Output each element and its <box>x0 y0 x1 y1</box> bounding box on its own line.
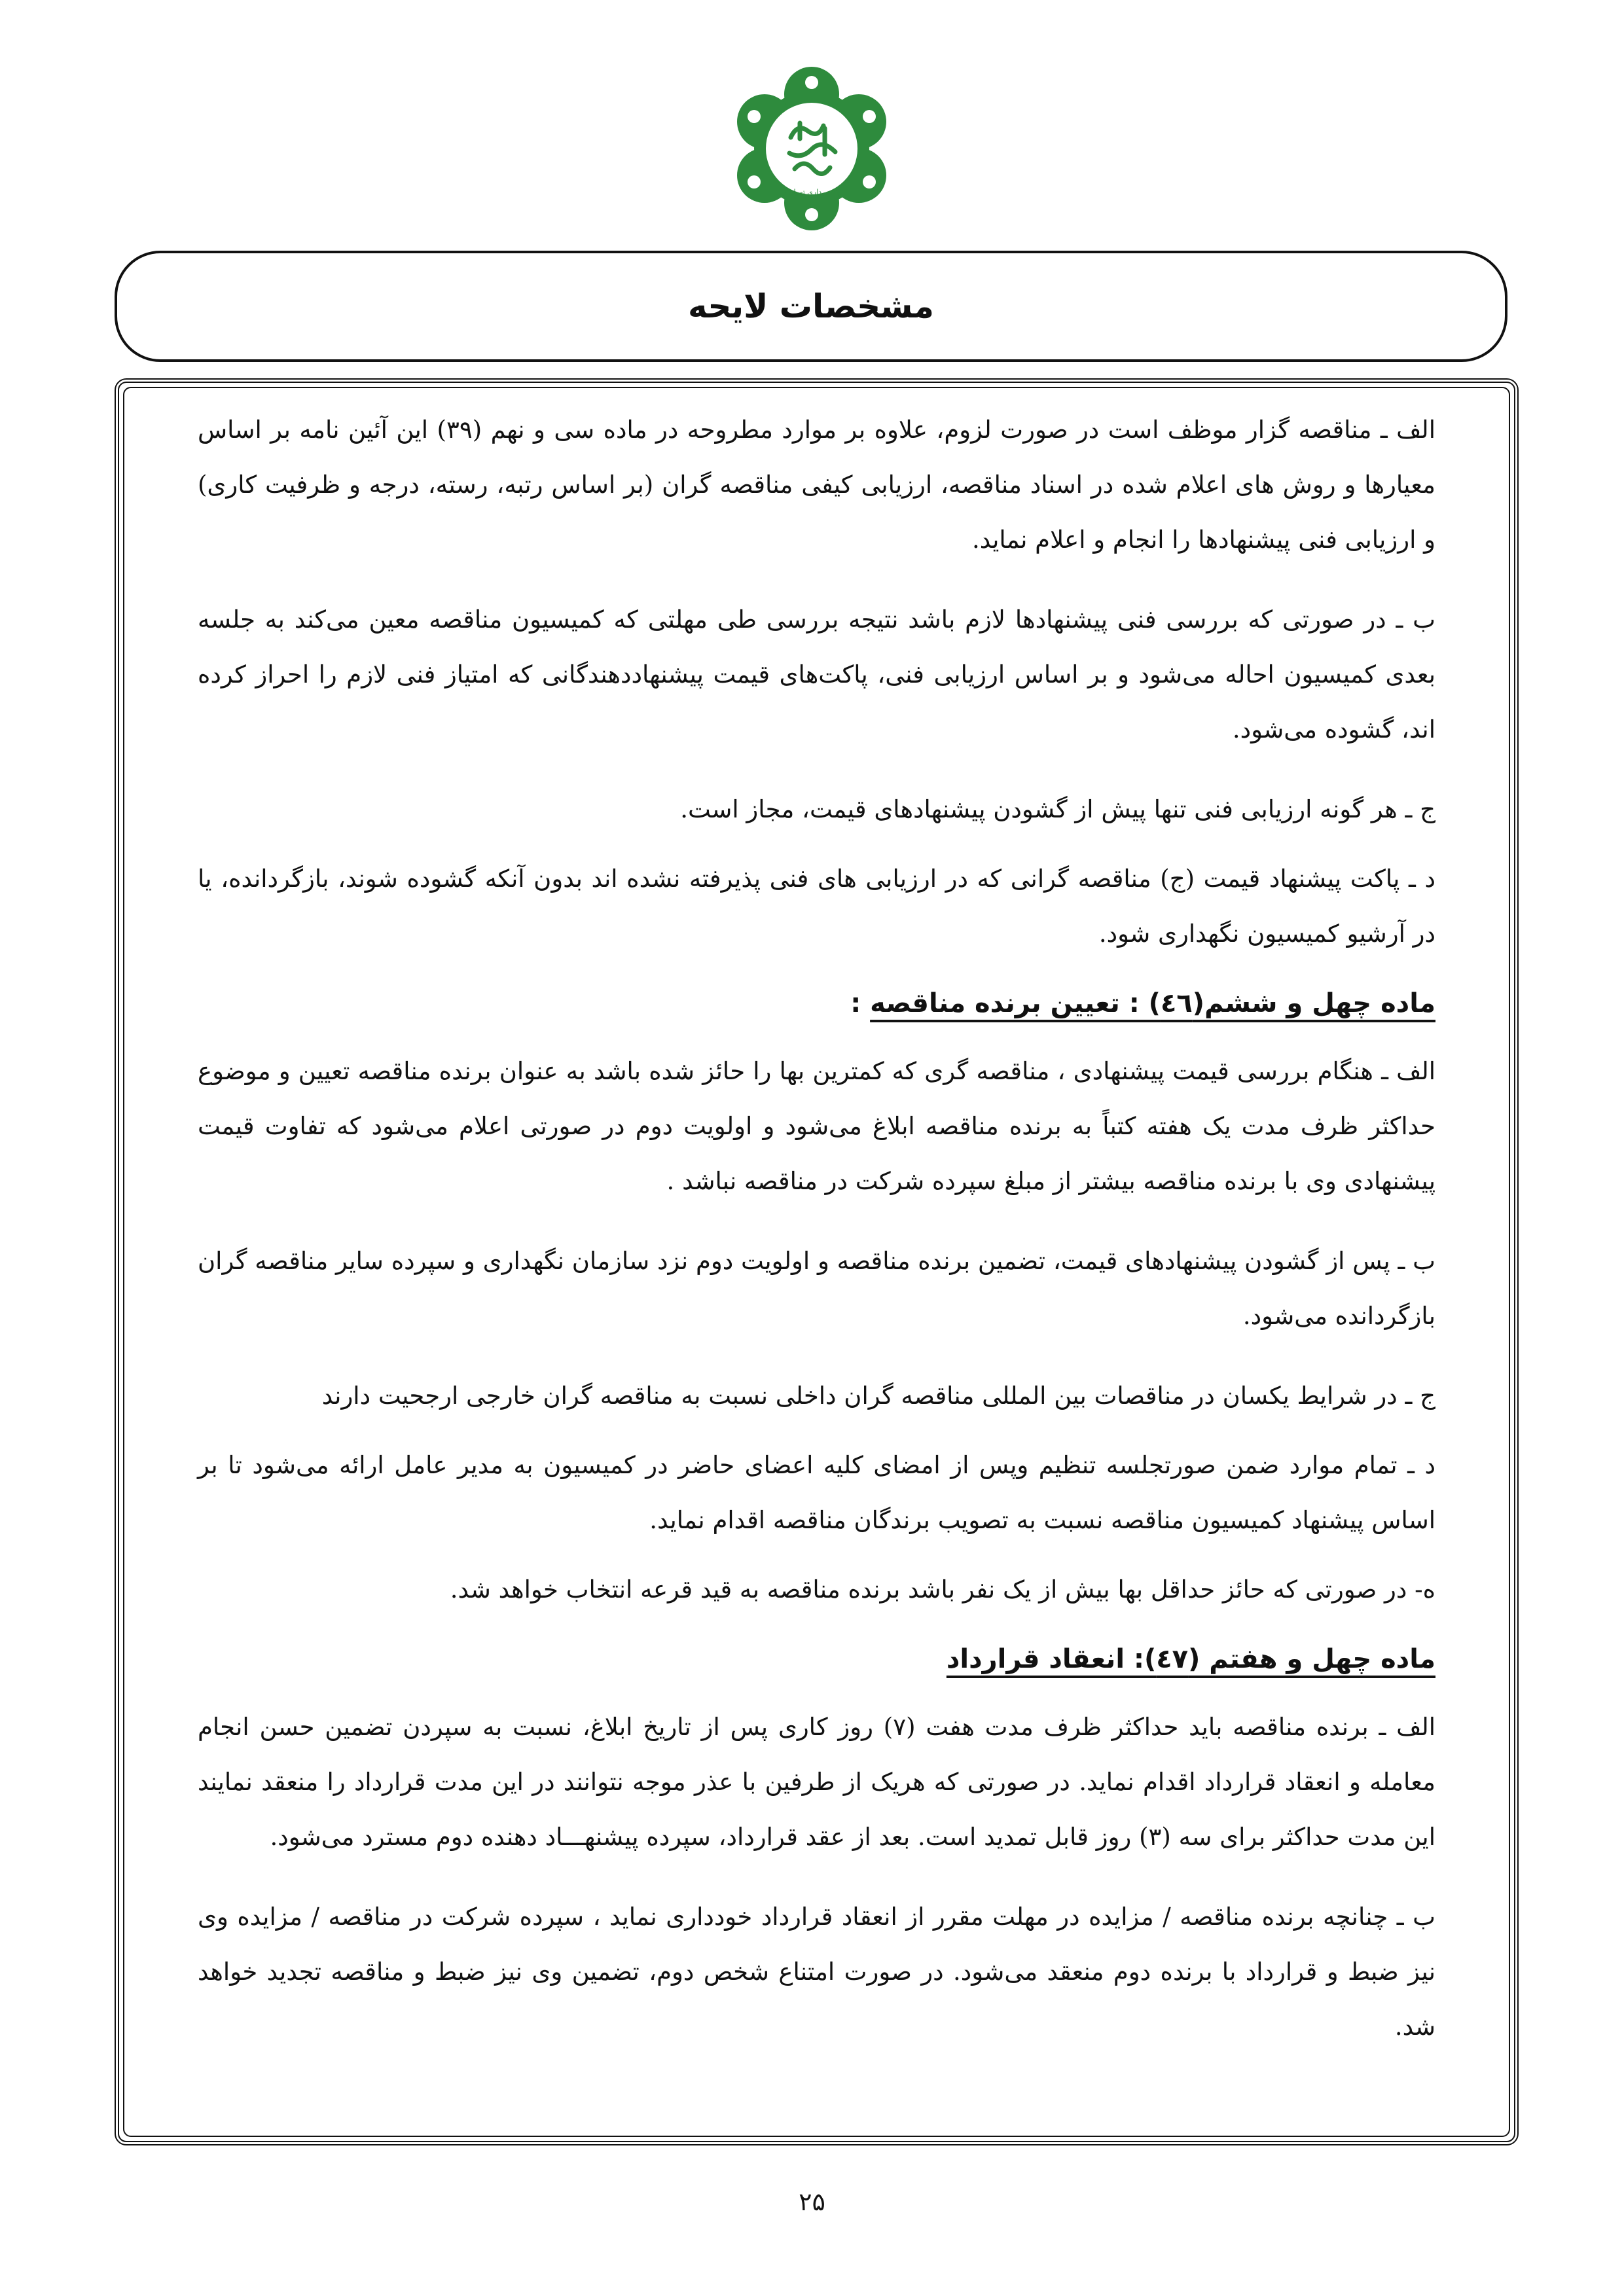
article-46-heading <box>198 976 1435 1031</box>
article-46-colon: : <box>850 988 871 1018</box>
municipality-logo <box>727 60 897 237</box>
paragraph-be-47: ب ـ چنانچه برنده مناقصه / مزایده در مهلت مقرر از انعقاد قرارداد خودداری نماید ، سپرده شرکت در مناقصه / مزایده وی نیز ضبط و قرارداد با برنده دوم منعقد می‌شود. در صورت امتناع شخص دوم، تضمین وی نیز ضبط و مناقصه تجدید خواهد شد. <box>198 1903 1435 2041</box>
paragraph-be-46: ب ـ پس از گشودن پیشنهادهای قیمت، تضمین برنده مناقصه و اولویت دوم نزد سازمان نگهداری و سپرده سایر مناقصه گران بازگردانده می‌شود. <box>198 1247 1435 1330</box>
article-46-title: ماده چهل و ششم(٤٦) : تعیین برنده مناقصه <box>870 988 1435 1018</box>
paragraph-alef-1: الف ـ مناقصه گزار موظف است در صورت لزوم، علاوه بر موارد مطروحه در ماده سی و نهم (۳۹) این آئین نامه بر اساس معیارها و روش های اعلام شده در اسناد مناقصه، ارزیابی کیفی مناقصه گران (بر اساس رتبه، رسته، درجه و ظرفیت کاری) و ارزیابی فنی پیشنهادها را انجام و اعلام نماید. <box>198 416 1435 554</box>
logo-text: شهرداری تهران <box>788 188 835 196</box>
paragraph-alef-47: الف ـ برنده مناقصه باید حداکثر ظرف مدت هفت (۷) روز کاری پس از تاریخ ابلاغ، نسبت به سپردن تضمین حسن انجام معامله و انعقاد قرارداد اقدام نماید. در صورتی که هریک از طرفین با عذر موجه نتوانند در این مدت قرارداد را منعقد نمایند این مدت حداکثر برای سه (۳) روز قابل تمدید است. بعد از عقد قرارداد، سپرده پیشنهـــاد دهنده دوم مسترد می‌شود. <box>198 1713 1436 1851</box>
paragraph-jim-46: ج ـ در شرایط یکسان در مناقصات بین المللی مناقصه گران داخلی نسبت به مناقصه گران خارجی ارجحیت دارند <box>321 1382 1435 1410</box>
page-number: ۲۵ <box>799 2187 825 2216</box>
paragraph-dal-1: د ـ پاکت پیشنهاد قیمت (ج) مناقصه گرانی که در ارزیابی های فنی پذیرفته نشده اند بدون آنکه گشوده شوند، بازگردانده، یا در آرشیو کمیسیون نگهداری شود. <box>198 865 1435 948</box>
paragraph-dal-46: د ـ تمام موارد ضمن صورتجلسه تنظیم وپس از امضای کلیه اعضای حاضر در کمیسیون به مدیر عامل ارائه می‌شود تا بر اساس پیشنهاد کمیسیون مناقصه نسبت به تصویب برندگان مناقصه اقدام نماید. <box>198 1451 1435 1534</box>
content-frame <box>115 378 1519 2145</box>
content-body <box>123 387 1510 2137</box>
paragraph-he-46: ه- در صورتی که حائز حداقل بها بیش از یک نفر باشد برنده مناقصه به قید قرعه انتخاب خواهد شد. <box>450 1575 1435 1604</box>
title-box <box>115 251 1507 362</box>
page-title: مشخصات لایحه <box>688 287 934 325</box>
paragraph-alef-46: الف ـ هنگام بررسی قیمت پیشنهادی ، مناقصه گری که کمترین بها را حائز شده باشد به عنوان برنده مناقصه تعیین و موضوع حداکثر ظرف مدت یک هفته کتباً به برنده مناقصه ابلاغ می‌شود و اولویت دوم در صورتی اعلام می‌شود که تفاوت قیمت پیشنهادی وی با برنده مناقصه بیشتر از مبلغ سپرده شرکت در مناقصه نباشد . <box>198 1057 1435 1195</box>
article-47-title: ماده چهل و هفتم (٤٧): انعقاد قرارداد <box>946 1644 1435 1674</box>
paragraph-be-1: ب ـ در صورتی که بررسی فنی پیشنهادها لازم باشد نتیجه بررسی طی مهلتی که کمیسیون مناقصه معین می‌کند به جلسه بعدی کمیسیون احاله می‌شود و بر اساس ارزیابی فنی، پاکت‌های قیمت پیشنهاددهندگانی که امتیاز فنی لازم را احراز کرده اند، گشوده می‌شود. <box>198 605 1435 744</box>
tehran-municipality-emblem-icon <box>727 60 897 237</box>
article-47-heading <box>198 1632 1435 1687</box>
paragraph-jim-1: ج ـ هر گونه ارزیابی فنی تنها پیش از گشودن پیشنهادهای قیمت، مجاز است. <box>680 795 1435 823</box>
